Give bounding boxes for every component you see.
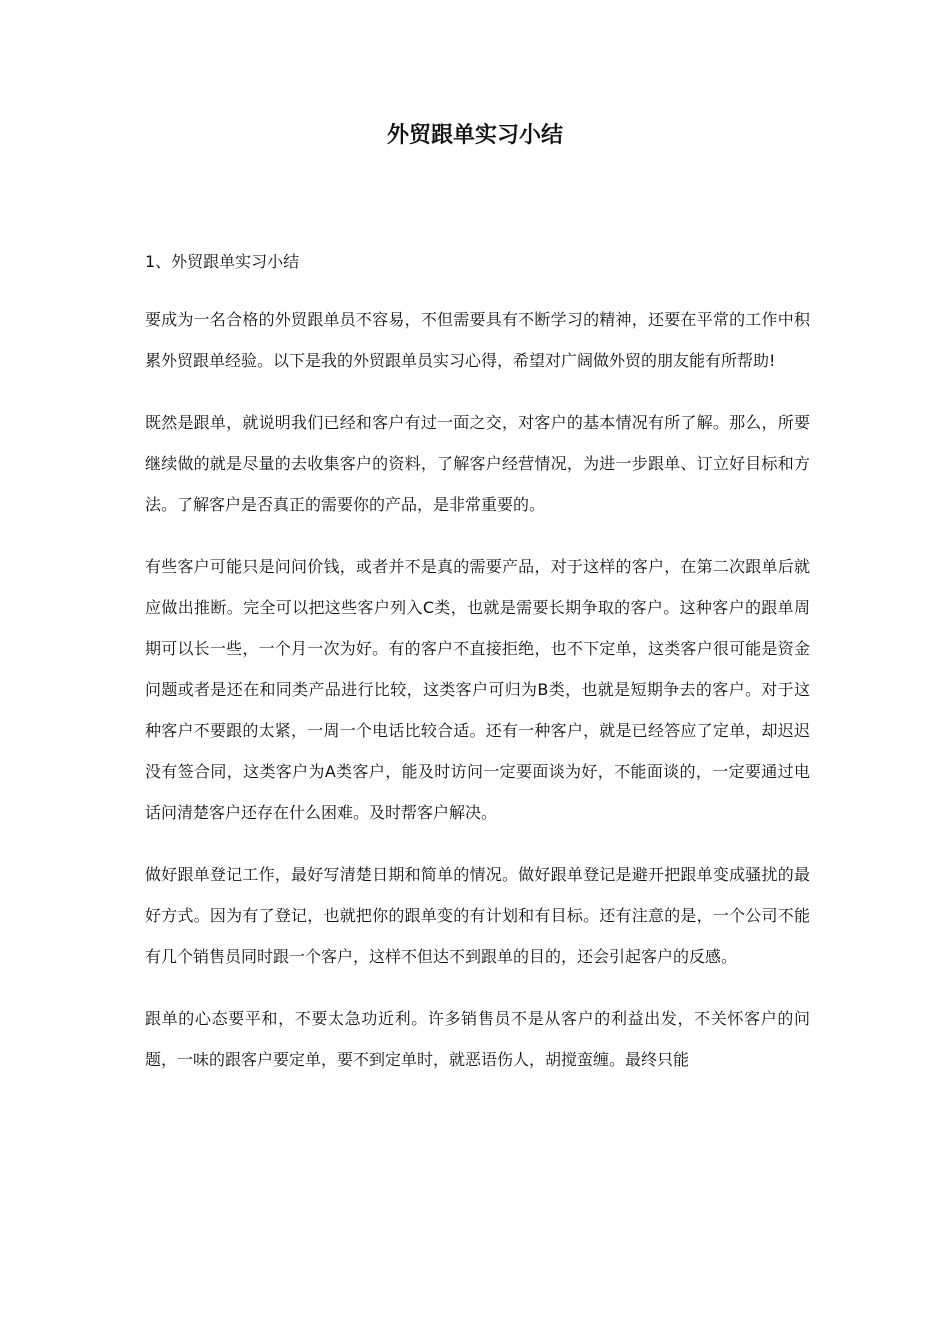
paragraph-follow-up-records: 做好跟单登记工作，最好写清楚日期和简单的情况。做好跟单登记是避开把跟单变成骚扰的最好方式。因为有了登记，也就把你的跟单变的有计划和有目标。还有注意的是，一个公司不能有几个销售员同时跟一个客户，这样不但达不到跟单的目的，还会引起客户的反感。	[145, 865, 810, 966]
document-title: 外贸跟单实习小结	[386, 123, 563, 148]
paragraph-customer-research: 既然是跟单，就说明我们已经和客户有过一面之交，对客户的基本情况有所了解。那么，所要继续做的就是尽量的去收集客户的资料，了解客户经营情况，为进一步跟单、订立好目标和方法。了解客户是否真正的需要你的产品，是非常重要的。	[145, 413, 810, 514]
paragraph-customer-classification: 有些客户可能只是问问价钱，或者并不是真的需要产品，对于这样的客户，在第二次跟单后就应做出推断。完全可以把这些客户列入C类，也就是需要长期争取的客户。这种客户的跟单周期可以长一些，一个月一次为好。有的客户不直接拒绝，也不下定单，这类客户很可能是资金问题或者是还在和同类产品进行比较，这类客户可归为B类，也就是短期争去的客户。对于这种客户不要跟的太紧，一周一个电话比较合适。还有一种客户，就是已经答应了定单，却迟迟没有签合同，这类客户为A类客户，能及时访问一定要面谈为好，不能面谈的，一定要通过电话问清楚客户还存在什么困难。及时帮客户解决。	[145, 557, 810, 822]
paragraph-mindset: 跟单的心态要平和，不要太急功近利。许多销售员不是从客户的利益出发，不关怀客户的问题，一味的跟客户要定单，要不到定单时，就恶语伤人，胡搅蛮缠。最终只能	[145, 1009, 810, 1069]
paragraph-intro: 要成为一名合格的外贸跟单员不容易，不但需要具有不断学习的精神，还要在平常的工作中积累外贸跟单经验。以下是我的外贸跟单员实习心得，希望对广阔做外贸的朋友能有所帮助!	[145, 310, 810, 370]
document-body	[145, 246, 810, 1101]
section-heading: 1、外贸跟单实习小结	[145, 252, 300, 271]
